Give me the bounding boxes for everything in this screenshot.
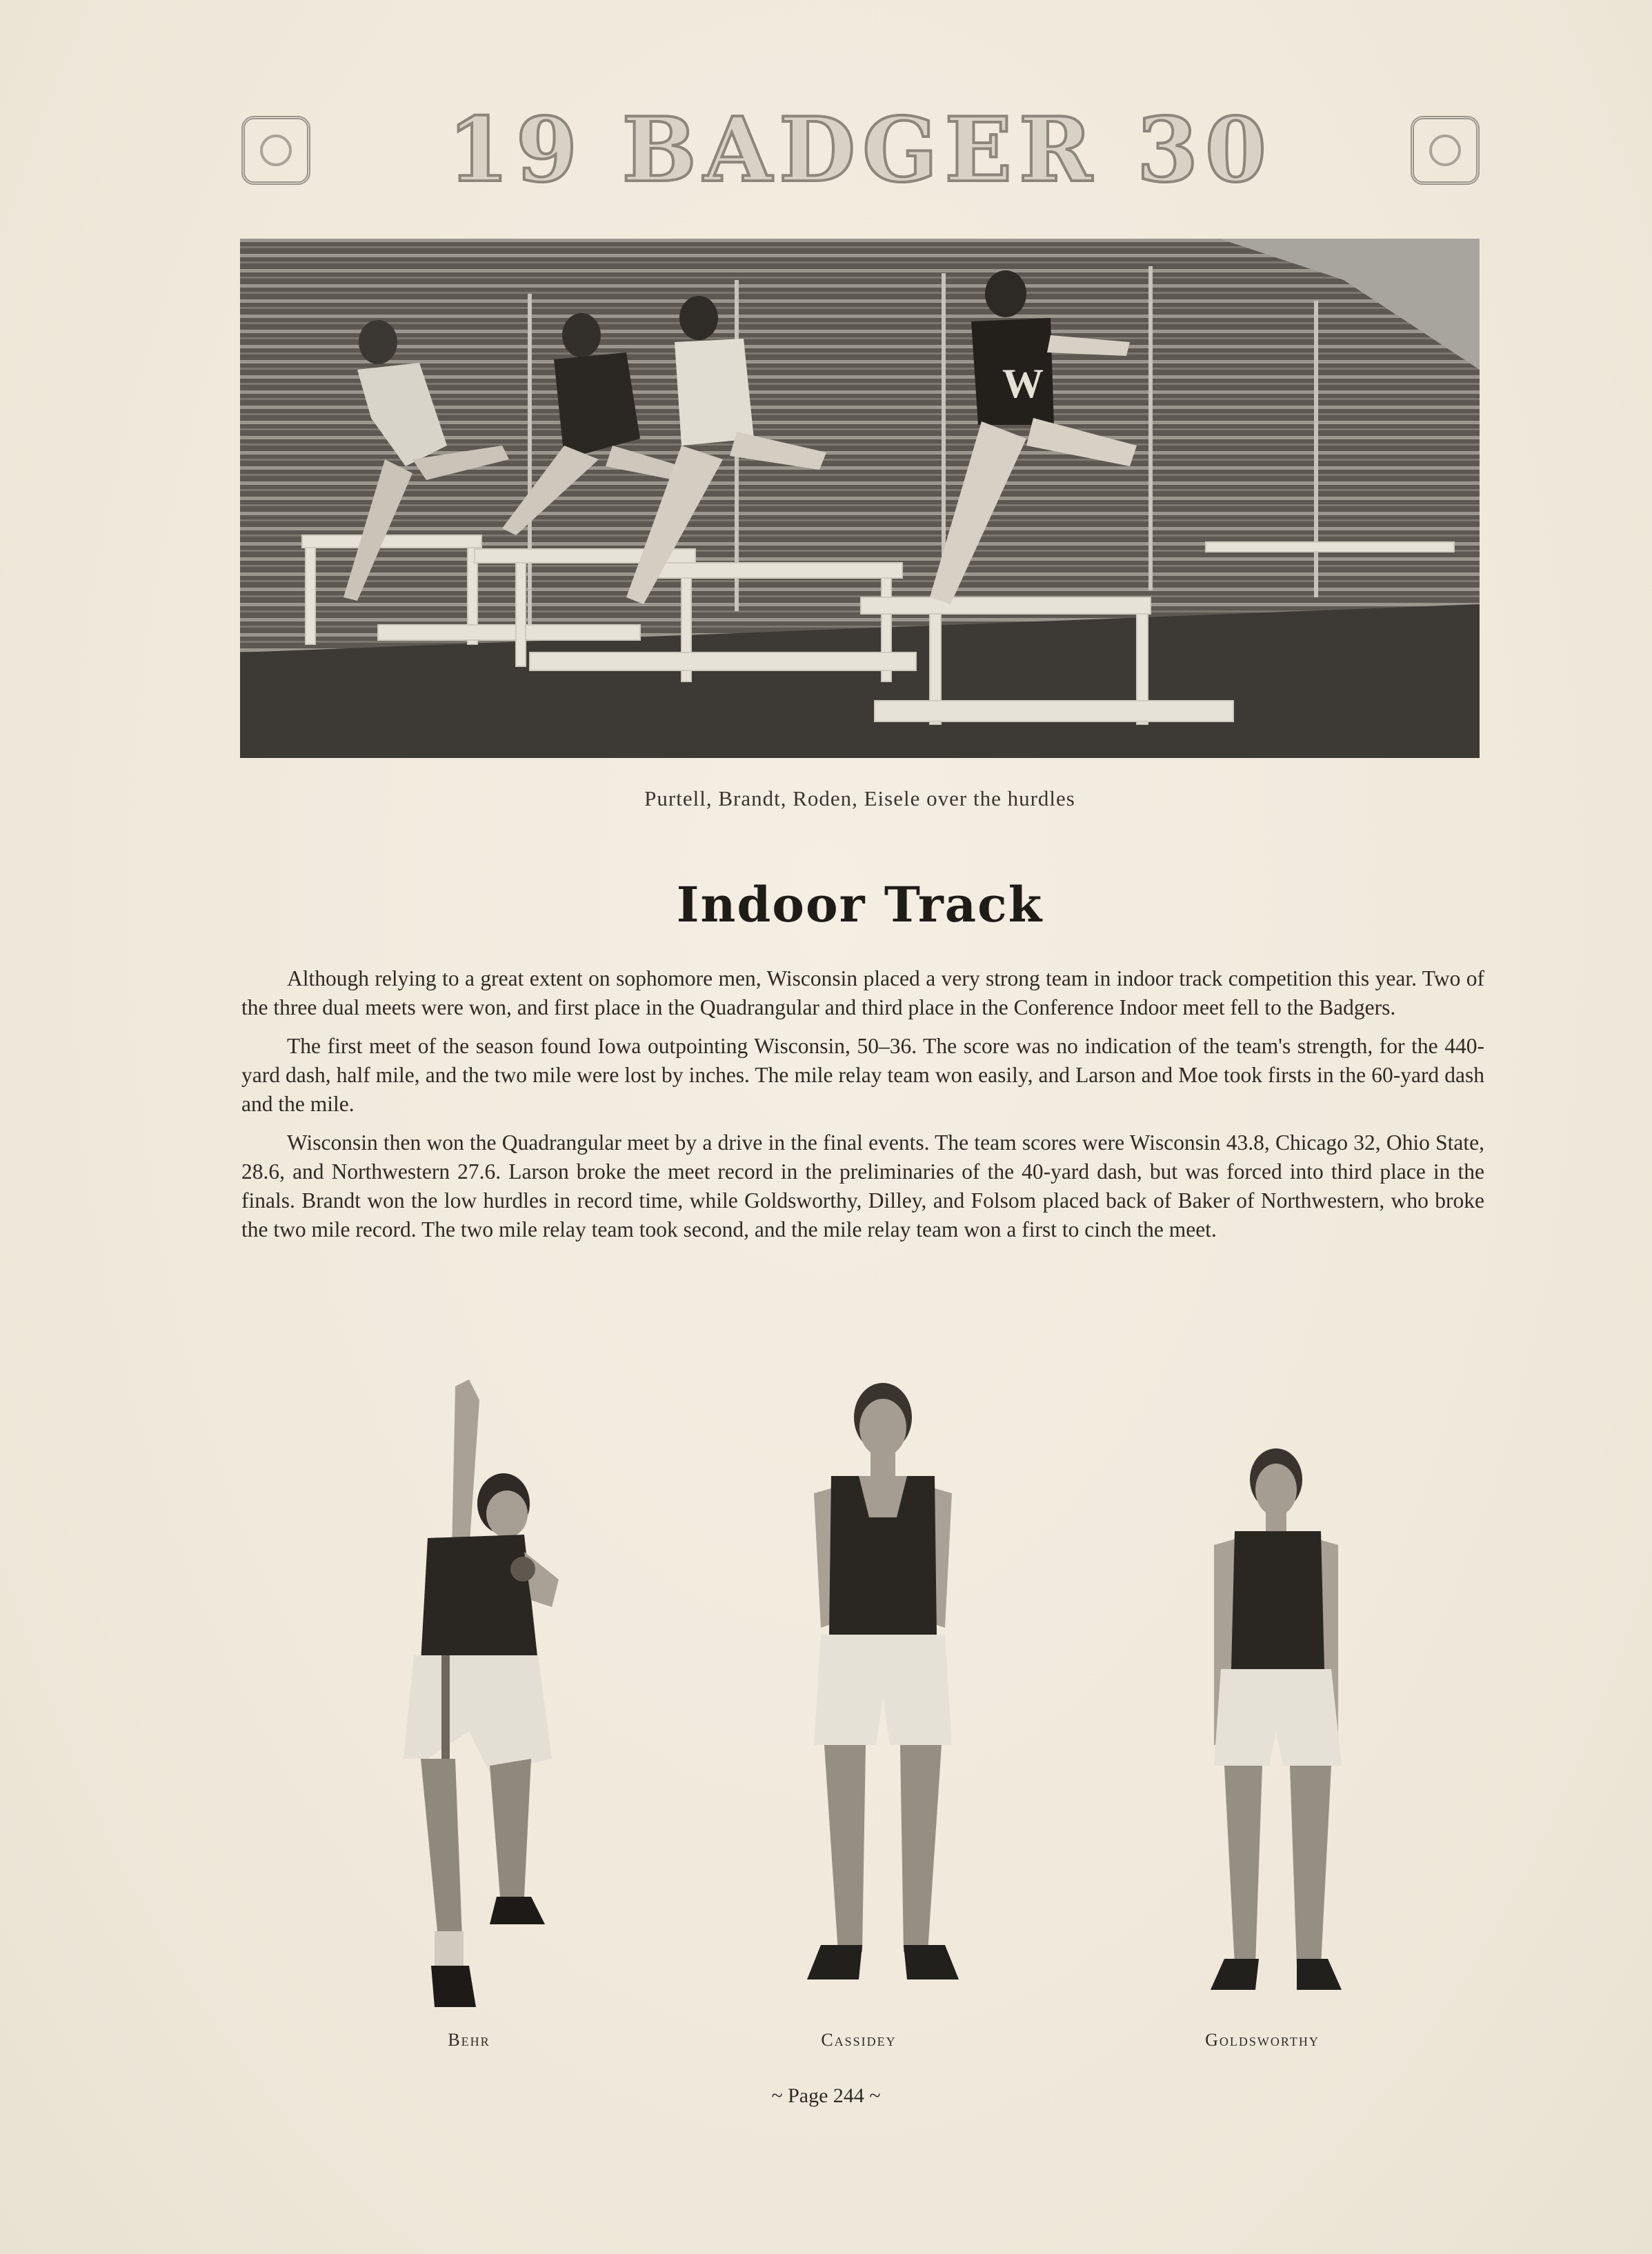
right-ornament-icon	[1411, 116, 1480, 185]
athlete-photo-behr	[366, 1373, 573, 2028]
yearbook-header-banner	[241, 98, 1480, 202]
article-title: Indoor Track	[676, 876, 1044, 933]
banner-title: 19 BADGER 30	[447, 98, 1274, 202]
page-number: ~ Page 244 ~	[771, 2084, 881, 2107]
left-ornament-icon	[241, 116, 310, 185]
athlete-name: Behr	[448, 2030, 490, 2050]
athlete-name: Cassidey	[821, 2030, 897, 2050]
paragraph: Wisconsin then won the Quadrangular meet by a drive in the final events. The team scores were Wisconsin 43.8, Chicago 32, Ohio State, 28.6, and Northwestern 27.6. Larson broke the meet record in the preliminaries of the 40-yard dash, but was forced into third place in the finals. Brandt won the low hurdles in record time, while Goldsworthy, Dilley, and Folsom placed back of Baker of Northwestern, who broke the two mile record. The two mile relay team took second, and the mile relay team won a first to cinch the meet.	[241, 1130, 1484, 1241]
photo-caption: Purtell, Brandt, Roden, Eisele over the hurdles	[644, 786, 1075, 810]
paragraph: The first meet of the season found Iowa outpointing Wisconsin, 50–36. The score was no indication of the team's strength, for the 440-yard dash, half mile, and the two mile were lost by inches. The mile relay team won easily, and Larson and Moe took firsts in the 60-yard dash and the mile.	[241, 1034, 1484, 1116]
hurdles-photo	[240, 239, 1480, 758]
athlete-name: Goldsworthy	[1205, 2030, 1320, 2050]
paragraph: Although relying to a great extent on sophomore men, Wisconsin placed a very strong team in indoor track competition this year. Two of the three dual meets were won, and first place in the Quadrangular and third place in the Conference Indoor meet fell to the Badgers.	[241, 966, 1484, 1019]
article-body	[241, 964, 1484, 1254]
athlete-photo-cassidey	[779, 1373, 986, 2014]
athlete-photo-goldsworthy	[1186, 1442, 1366, 2007]
svg-text:W: W	[1002, 361, 1044, 406]
